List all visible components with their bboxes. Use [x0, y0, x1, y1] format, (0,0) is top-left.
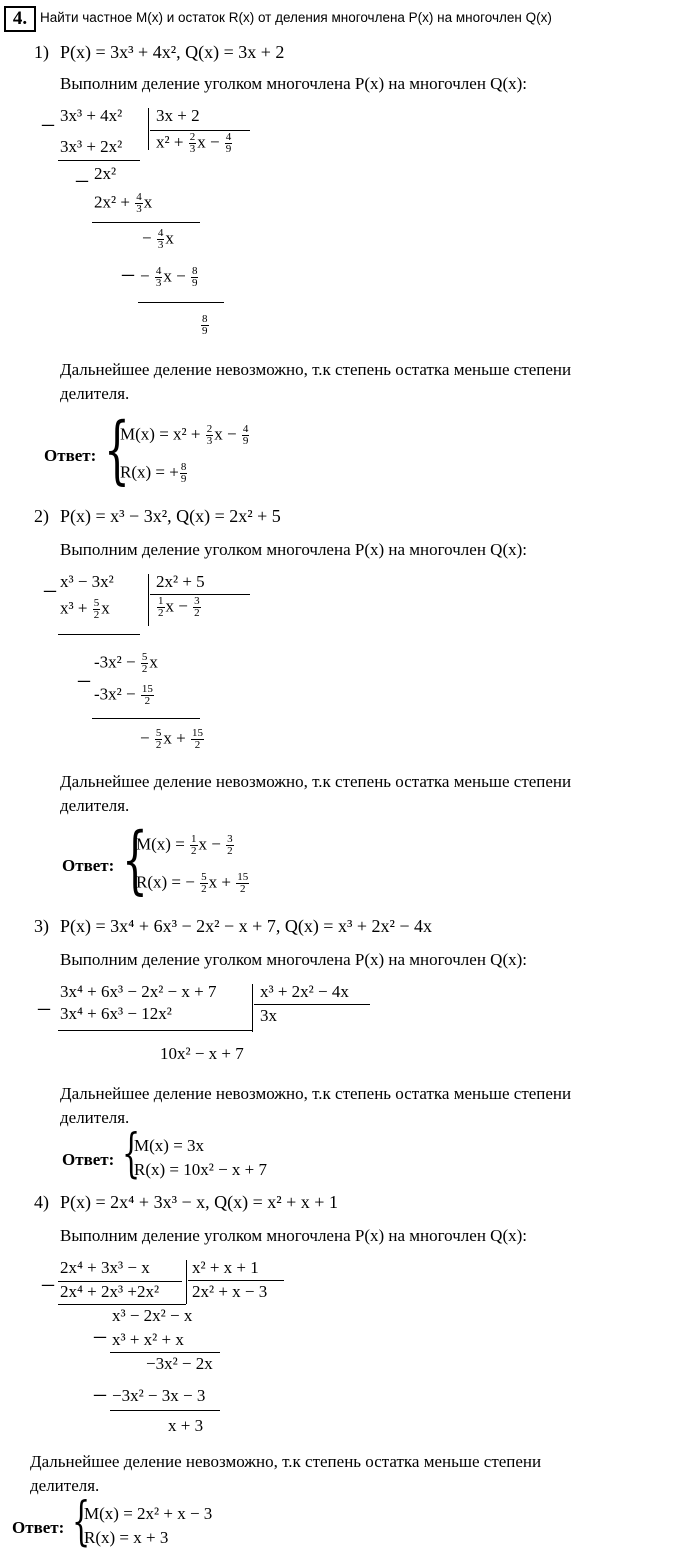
brace-icon: {: [104, 407, 130, 493]
divisor-underline: [188, 1280, 284, 1281]
problem-1-divisor: 3x + 2: [156, 106, 200, 125]
problem-1-label: 1): [34, 42, 49, 62]
problem-2-rem1: -3x² − $\frac{5}{2}$ x: [94, 651, 158, 675]
brace-icon: {: [122, 1124, 141, 1184]
problem-4-header: P(x) = 2x⁴ + 3x³ − x, Q(x) = x² + x + 1: [60, 1192, 338, 1212]
problem-1-note-2: делителя.: [60, 384, 130, 403]
step-underline: [110, 1410, 220, 1411]
step-underline: [58, 1304, 186, 1305]
problem-3-label: 3): [34, 916, 49, 936]
problem-1-answer-label: Ответ:: [44, 446, 97, 465]
problem-4-note: Дальнейшее деление невозможно, т.к степень остатка меньше степени: [30, 1452, 542, 1471]
problem-4-answer-label: Ответ:: [12, 1518, 65, 1537]
problem-1-step2: 2x² + $\frac{4}{3}$ x: [94, 191, 153, 215]
problem-1-header: P(x) = 3x³ + 4x², Q(x) = 3x + 2: [60, 42, 285, 62]
problem-4-quotient: 2x² + x − 3: [192, 1282, 268, 1301]
problem-1-answer-r: R(x) = + $\frac{8}{9}$: [120, 461, 187, 485]
problem-2-intro: Выполним деление уголком многочлена P(x) на многочлен Q(x):: [60, 540, 527, 559]
problem-4-rem2: −3x² − 2x: [146, 1354, 213, 1373]
step-underline: [92, 222, 200, 223]
minus-sign: _: [78, 659, 90, 685]
minus-sign: _: [122, 253, 134, 279]
problem-3-dividend: 3x⁴ + 6x³ − 2x² − x + 7: [60, 982, 217, 1001]
problem-4-label: 4): [34, 1192, 49, 1212]
problem-2-divisor: 2x² + 5: [156, 572, 205, 591]
problem-4-answer-r: R(x) = x + 3: [84, 1528, 169, 1547]
problem-1-rem2: − $\frac{4}{3}$ x: [142, 227, 174, 251]
problem-3-answer-r: R(x) = 10x² − x + 7: [134, 1160, 268, 1179]
problem-2-note: Дальнейшее деление невозможно, т.к степень остатка меньше степени: [60, 772, 572, 791]
minus-sign: _: [42, 1263, 54, 1289]
division-bar: [186, 1260, 187, 1304]
divisor-underline: [254, 1004, 370, 1005]
minus-sign: _: [42, 103, 54, 129]
step-underline: [110, 1352, 220, 1353]
minus-sign: _: [38, 987, 50, 1013]
problem-1-dividend: 3x³ + 4x²: [60, 106, 123, 125]
step-underline: [58, 1030, 252, 1031]
brace-icon: {: [122, 817, 148, 903]
divisor-underline: [150, 594, 250, 595]
problem-2-label: 2): [34, 506, 49, 526]
problem-2-final-remainder: − $\frac{5}{2}$ x + $\frac{15}{2}$: [140, 727, 203, 751]
problem-2-note-2: делителя.: [60, 796, 130, 815]
step-underline: [58, 160, 140, 161]
problem-1-intro: Выполним деление уголком многочлена P(x) на многочлен Q(x):: [60, 74, 527, 93]
problem-3-note-2: делителя.: [60, 1108, 130, 1127]
problem-3-answer-label: Ответ:: [62, 1150, 115, 1169]
problem-1-final-remainder: $\frac{8}{9}$: [202, 313, 208, 337]
step-underline: [92, 718, 200, 719]
division-bar: [252, 984, 253, 1032]
division-bar: [148, 108, 149, 150]
problem-1-note: Дальнейшее деление невозможно, т.к степень остатка меньше степени: [60, 360, 572, 379]
problem-2-answer-r: R(x) = − $\frac{5}{2}$ x + $\frac{15}{2}$: [136, 871, 249, 895]
problem-3-answer-m: M(x) = 3x: [134, 1136, 205, 1155]
problem-4-answer-m: M(x) = 2x² + x − 3: [84, 1504, 213, 1523]
problem-2-answer-m: M(x) = $\frac{1}{2}$ x − $\frac{3}{2}$: [136, 833, 233, 857]
step-underline: [138, 302, 224, 303]
problem-2-dividend: x³ − 3x²: [60, 572, 114, 591]
problem-4-rem1: x³ − 2x² − x: [112, 1306, 193, 1325]
problem-3-intro: Выполним деление уголком многочлена P(x) на многочлен Q(x):: [60, 950, 527, 969]
problem-3-header: P(x) = 3x⁴ + 6x³ − 2x² − x + 7, Q(x) = x³ + 2x² − 4x: [60, 916, 433, 936]
step-underline: [58, 634, 140, 635]
task-statement: Найти частное M(x) и остаток R(x) от деления многочлена P(x) на многочлен Q(x): [40, 10, 552, 25]
problem-1-answer-m: M(x) = x² + $\frac{2}{3}$ x − $\frac{4}{9}$: [120, 423, 249, 447]
task-number: 4.: [4, 6, 36, 32]
brace-icon: {: [72, 1492, 91, 1552]
problem-4-step3: −3x² − 3x − 3: [112, 1386, 206, 1405]
problem-2-header: P(x) = x³ − 3x², Q(x) = 2x² + 5: [60, 506, 281, 526]
divisor-underline: [150, 130, 250, 131]
minus-sign: _: [94, 1315, 106, 1341]
problem-4-dividend: 2x⁴ + 3x³ − x: [60, 1258, 150, 1277]
problem-1-quotient: x² + $\frac{2}{3}$ x − $\frac{4}{9}$: [156, 131, 232, 155]
problem-4-divisor: x² + x + 1: [192, 1258, 259, 1277]
problem-4-step1: 2x⁴ + 2x³ +2x²: [60, 1282, 160, 1301]
problem-1-rem1: 2x²: [94, 164, 117, 183]
problem-3-step1: 3x⁴ + 6x³ − 12x²: [60, 1004, 172, 1023]
problem-3-quotient: 3x: [260, 1006, 277, 1025]
problem-1-step1: 3x³ + 2x²: [60, 137, 123, 156]
problem-3-divisor: x³ + 2x² − 4x: [260, 982, 349, 1001]
problem-4-note-2: делителя.: [30, 1476, 100, 1495]
problem-3-note: Дальнейшее деление невозможно, т.к степень остатка меньше степени: [60, 1084, 572, 1103]
minus-sign: _: [76, 159, 88, 185]
problem-4-step2: x³ + x² + x: [112, 1330, 184, 1349]
problem-3-remainder: 10x² − x + 7: [160, 1044, 244, 1063]
problem-4-intro: Выполним деление уголком многочлена P(x) на многочлен Q(x):: [60, 1226, 527, 1245]
problem-4-remainder: x + 3: [168, 1416, 204, 1435]
problem-1-step3: − $\frac{4}{3}$ x − $\frac{8}{9}$: [140, 265, 198, 289]
problem-2-quotient: $\frac{1}{2}$ x − $\frac{3}{2}$: [158, 595, 200, 619]
problem-2-step1: x³ + $\frac{5}{2}$ x: [60, 597, 110, 621]
problem-2-answer-label: Ответ:: [62, 856, 115, 875]
minus-sign: _: [94, 1373, 106, 1399]
minus-sign: _: [44, 569, 56, 595]
problem-2-step2: -3x² − $\frac{15}{2}$: [94, 683, 153, 707]
division-bar: [148, 574, 149, 626]
